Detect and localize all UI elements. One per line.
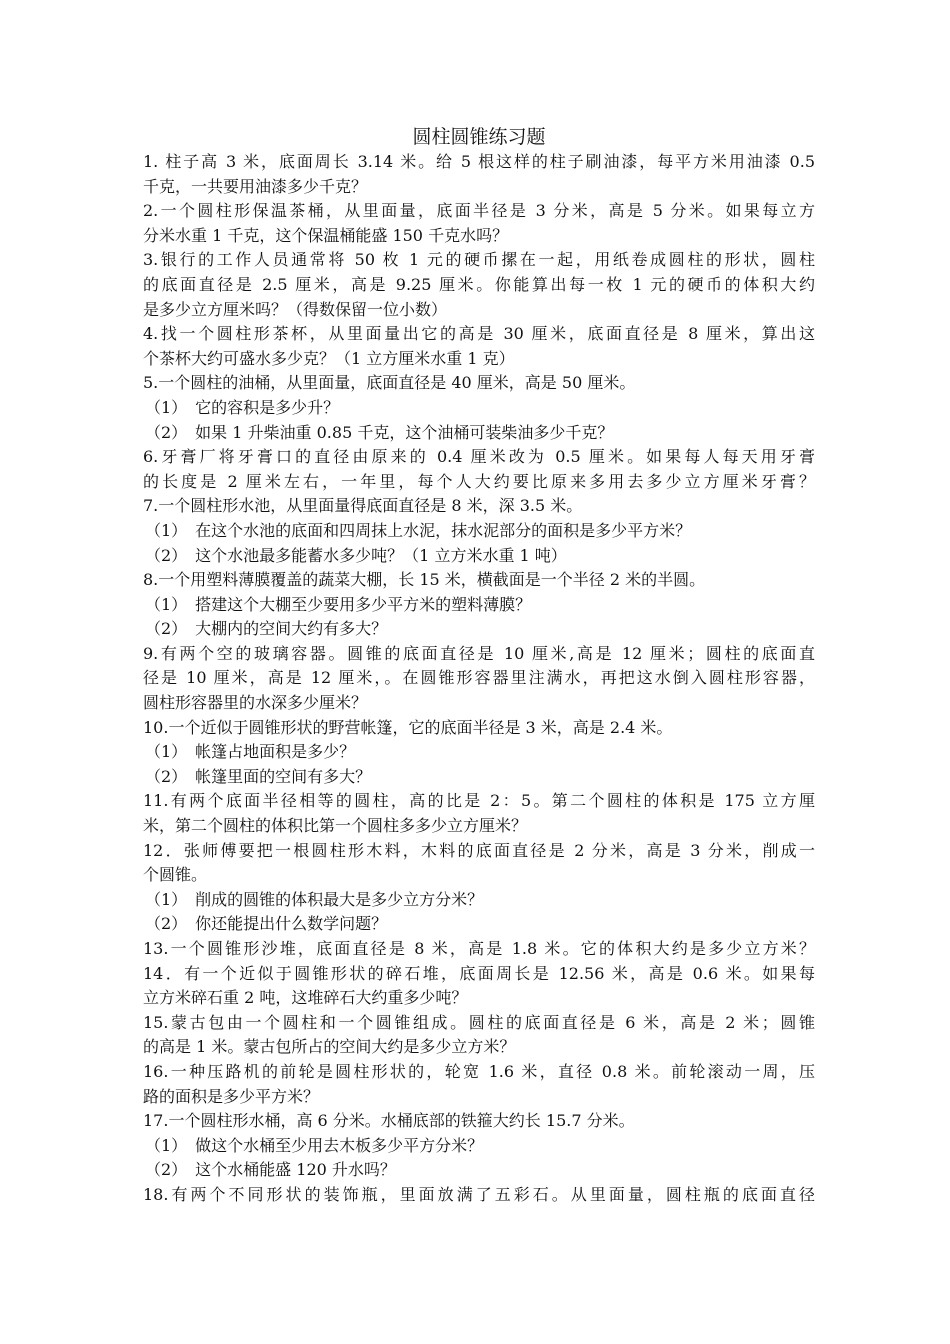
document-page <box>143 124 815 1208</box>
text-line: 4.找一个圆柱形茶杯，从里面量出它的高是 30 厘米，底面直径是 8 厘米，算出这 <box>143 324 815 344</box>
text-line: （2） 你还能提出什么数学问题？ <box>145 914 388 934</box>
text-line: 17.一个圆柱形水桶，高 6 分米。水桶底部的铁箍大约长 15.7 分米。 <box>143 1111 635 1131</box>
text-line: （2） 帐篷里面的空间有多大？ <box>145 766 372 786</box>
page-title: 圆柱圆锥练习题 <box>412 126 546 148</box>
text-line: 径是 10 厘米，高是 12 厘米，。在圆锥形容器里注满水，再把这水倒入圆柱形容器， <box>143 668 815 688</box>
text-line: 的长度是 2 厘米左右，一年里，每个人大约要比原来多用去多少立方厘米牙膏？ <box>143 471 815 491</box>
text-line: 8.一个用塑料薄膜覆盖的蔬菜大棚，长 15 米，横截面是一个半径 2 米的半圆。 <box>143 570 706 590</box>
text-line: 13.一个圆锥形沙堆，底面直径是 8 米，高是 1.8 米。它的体积大约是多少立方米？ <box>143 939 815 958</box>
text-line: （1） 帐篷占地面积是多少？ <box>145 742 356 762</box>
text-line: 立方米碎石重 2 吨，这堆碎石大约重多少吨？ <box>143 988 468 1008</box>
text-line: 米，第二个圆柱的体积比第一个圆柱多多少立方厘米？ <box>143 816 528 836</box>
text-line: （1） 在这个水池的底面和四周抹上水泥，抹水泥部分的面积是多少平方米？ <box>145 520 692 540</box>
text-line: 1. 柱子高 3 米，底面周长 3.14 米。给 5 根这样的柱子刷油漆，每平方米用油漆 0.5 <box>143 152 815 171</box>
text-line: （2） 大棚内的空间大约有多大？ <box>145 619 388 639</box>
text-line: 16.一种压路机的前轮是圆柱形状的，轮宽 1.6 米，直径 0.8 米。前轮滚动一周，压 <box>143 1061 815 1081</box>
text-line: 的底面直径是 2.5 厘米，高是 9.25 厘米。你能算出每一枚 1 元的硬币的体积大约 <box>143 274 815 294</box>
text-line: 18.有两个不同形状的装饰瓶，里面放满了五彩石。从里面量，圆柱瓶的底面直径 <box>143 1184 815 1204</box>
text-line: 5.一个圆柱的油桶，从里面量，底面直径是 40 厘米，高是 50 厘米。 <box>143 373 636 393</box>
text-line: 15.蒙古包由一个圆柱和一个圆锥组成。圆柱的底面直径是 6 米，高是 2 米；圆锥 <box>143 1012 815 1032</box>
text-line: 是多少立方厘米吗？（得数保留一位小数） <box>143 299 448 319</box>
text-line: 11.有两个底面半径相等的圆柱，高的比是 2：5。第二个圆柱的体积是 175 立方厘 <box>143 791 815 811</box>
text-line: 个茶杯大约可盛水多少克？（1 立方厘米水重 1 克） <box>143 348 515 368</box>
text-line: 10.一个近似于圆锥形状的野营帐篷，它的底面半径是 3 米，高是 2.4 米。 <box>143 717 673 737</box>
text-line: 9.有两个空的玻璃容器。圆锥的底面直径是 10 厘米,高是 12 厘米；圆柱的底面直 <box>143 643 815 663</box>
text-line: 2.一个圆柱形保温茶桶，从里面量，底面半径是 3 分米，高是 5 分米。如果每立方 <box>143 201 815 221</box>
text-line: （2） 这个水池最多能蓄水多少吨？（1 立方米水重 1 吨） <box>145 545 567 565</box>
text-line: 14．有一个近似于圆锥形状的碎石堆，底面周长是 12.56 米，高是 0.6 米。如果每 <box>143 963 815 983</box>
text-line: （1） 它的容积是多少升？ <box>145 397 340 417</box>
text-line: 7.一个圆柱形水池，从里面量得底面直径是 8 米，深 3.5 米。 <box>143 496 583 516</box>
text-line: 6.牙膏厂将牙膏口的直径由原来的 0.4 厘米改为 0.5 厘米。如果每人每天用牙膏 <box>143 447 815 467</box>
text-line: （2） 如果 1 升柴油重 0.85 千克，这个油桶可装柴油多少千克？ <box>145 422 614 442</box>
text-line: 12．张师傅要把一根圆柱形木料，木料的底面直径是 2 分米，高是 3 分米，削成一 <box>143 840 815 860</box>
text-line: 的高是 1 米。蒙古包所占的空间大约是多少立方米？ <box>143 1037 516 1057</box>
text-line: （2） 这个水桶能盛 120 升水吗？ <box>145 1160 396 1180</box>
text-line: 3.银行的工作人员通常将 50 枚 1 元的硬币摞在一起，用纸卷成圆柱的形状，圆柱 <box>143 250 815 270</box>
text-line: 个圆锥。 <box>143 865 208 885</box>
text-line: 路的面积是多少平方米？ <box>143 1086 320 1106</box>
text-line: （1） 搭建这个大棚至少要用多少平方米的塑料薄膜？ <box>145 594 532 614</box>
text-line: 千克，一共要用油漆多少千克？ <box>143 176 368 196</box>
exercise-list <box>143 150 815 1208</box>
text-line: （1） 做这个水桶至少用去木板多少平方分米？ <box>145 1135 484 1155</box>
text-line: 圆柱形容器里的水深多少厘米？ <box>143 693 368 713</box>
text-line: 分米水重 1 千克，这个保温桶能盛 150 千克水吗？ <box>143 225 509 245</box>
text-line: （1） 削成的圆锥的体积最大是多少立方分米？ <box>145 889 484 909</box>
